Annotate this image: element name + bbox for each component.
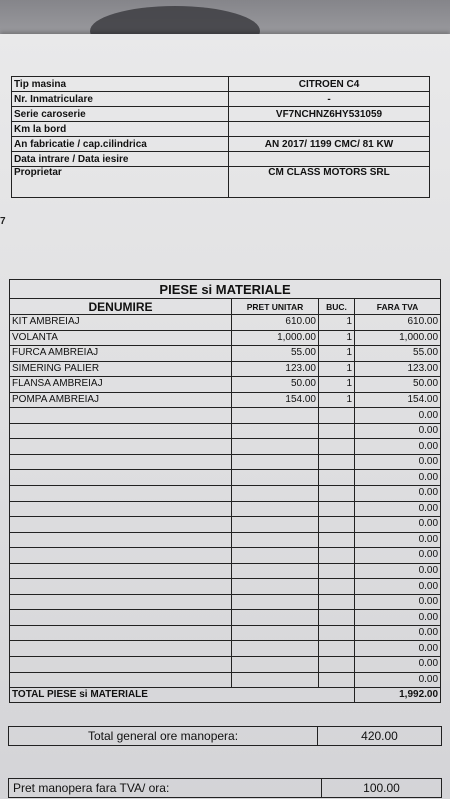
table-row	[10, 501, 441, 517]
info-row	[12, 137, 430, 152]
part-net: 0.00	[355, 610, 441, 626]
part-name	[10, 610, 232, 626]
part-net: 0.00	[355, 532, 441, 548]
header-name: DENUMIRE	[10, 299, 232, 315]
part-unit-price: 123.00	[232, 361, 319, 377]
table-row	[10, 377, 441, 393]
part-net: 0.00	[355, 501, 441, 517]
part-net: 0.00	[355, 548, 441, 564]
table-row	[10, 517, 441, 533]
part-name	[10, 532, 232, 548]
part-qty: 1	[319, 392, 355, 408]
table-row	[10, 470, 441, 486]
margin-mark: 7	[0, 216, 6, 227]
total-row	[10, 688, 441, 703]
table-row	[10, 641, 441, 657]
part-name	[10, 579, 232, 595]
info-row	[12, 167, 430, 198]
labor-hours-value: 420.00	[361, 729, 398, 743]
table-row	[10, 330, 441, 346]
labor-price-box	[8, 778, 442, 798]
part-unit-price	[232, 672, 319, 688]
total-value: 1,992.00	[355, 688, 441, 703]
table-row	[10, 392, 441, 408]
part-qty	[319, 610, 355, 626]
part-qty	[319, 641, 355, 657]
part-unit-price: 55.00	[232, 346, 319, 362]
part-qty	[319, 532, 355, 548]
table-row	[10, 610, 441, 626]
part-qty: 1	[319, 330, 355, 346]
labor-hours-box	[8, 726, 442, 746]
part-name	[10, 548, 232, 564]
info-value	[229, 152, 430, 167]
info-label: Km la bord	[12, 122, 229, 137]
part-qty	[319, 625, 355, 641]
info-row	[12, 77, 430, 92]
part-name	[10, 423, 232, 439]
part-net: 50.00	[355, 377, 441, 393]
part-name	[10, 439, 232, 455]
part-qty	[319, 486, 355, 502]
part-unit-price	[232, 594, 319, 610]
part-qty	[319, 517, 355, 533]
part-name: POMPA AMBREIAJ	[10, 392, 232, 408]
info-value: CM CLASS MOTORS SRL	[229, 167, 430, 198]
part-qty	[319, 563, 355, 579]
info-value: -	[229, 92, 430, 107]
table-row	[10, 408, 441, 424]
part-name	[10, 486, 232, 502]
part-unit-price	[232, 579, 319, 595]
table-row	[10, 454, 441, 470]
part-net: 55.00	[355, 346, 441, 362]
part-qty: 1	[319, 377, 355, 393]
part-net: 610.00	[355, 315, 441, 331]
part-name: KIT AMBREIAJ	[10, 315, 232, 331]
part-unit-price	[232, 532, 319, 548]
part-unit-price	[232, 423, 319, 439]
info-label: Proprietar	[12, 167, 229, 198]
table-row	[10, 486, 441, 502]
part-unit-price	[232, 641, 319, 657]
part-unit-price: 610.00	[232, 315, 319, 331]
part-unit-price	[232, 517, 319, 533]
table-row	[10, 532, 441, 548]
part-qty	[319, 408, 355, 424]
part-name: SIMERING PALIER	[10, 361, 232, 377]
part-net: 0.00	[355, 641, 441, 657]
part-name: FURCA AMBREIAJ	[10, 346, 232, 362]
part-name	[10, 517, 232, 533]
info-label: An fabricatie / cap.cilindrica	[12, 137, 229, 152]
part-qty	[319, 657, 355, 673]
info-row	[12, 152, 430, 167]
part-qty: 1	[319, 315, 355, 331]
table-row	[10, 346, 441, 362]
part-qty	[319, 579, 355, 595]
labor-price-value: 100.00	[363, 781, 400, 795]
table-row	[10, 672, 441, 688]
table-row	[10, 423, 441, 439]
part-qty	[319, 548, 355, 564]
part-unit-price: 50.00	[232, 377, 319, 393]
table-row	[10, 315, 441, 331]
part-net: 0.00	[355, 563, 441, 579]
table-row	[10, 361, 441, 377]
part-net: 0.00	[355, 454, 441, 470]
part-net: 0.00	[355, 657, 441, 673]
part-qty: 1	[319, 361, 355, 377]
parts-table	[9, 279, 441, 703]
header-qty: BUC.	[319, 299, 355, 315]
table-row	[10, 594, 441, 610]
part-net: 0.00	[355, 594, 441, 610]
part-name	[10, 563, 232, 579]
part-name: VOLANTA	[10, 330, 232, 346]
part-qty	[319, 672, 355, 688]
part-unit-price	[232, 439, 319, 455]
part-qty	[319, 501, 355, 517]
part-net: 0.00	[355, 408, 441, 424]
vehicle-info-table	[11, 76, 430, 198]
part-unit-price	[232, 470, 319, 486]
part-qty	[319, 594, 355, 610]
header-unit-price: PRET UNITAR	[232, 299, 319, 315]
part-name	[10, 641, 232, 657]
info-label: Nr. Inmatriculare	[12, 92, 229, 107]
part-name	[10, 594, 232, 610]
info-row	[12, 122, 430, 137]
info-value	[229, 122, 430, 137]
part-unit-price	[232, 625, 319, 641]
part-name	[10, 501, 232, 517]
part-net: 0.00	[355, 423, 441, 439]
part-net: 123.00	[355, 361, 441, 377]
part-net: 0.00	[355, 672, 441, 688]
part-name	[10, 657, 232, 673]
part-qty	[319, 439, 355, 455]
part-qty	[319, 470, 355, 486]
part-unit-price: 1,000.00	[232, 330, 319, 346]
table-row	[10, 563, 441, 579]
part-net: 0.00	[355, 439, 441, 455]
part-unit-price	[232, 610, 319, 626]
part-unit-price	[232, 408, 319, 424]
info-label: Serie caroserie	[12, 107, 229, 122]
part-net: 154.00	[355, 392, 441, 408]
part-qty	[319, 454, 355, 470]
info-label: Data intrare / Data iesire	[12, 152, 229, 167]
part-unit-price	[232, 454, 319, 470]
header-net: FARA TVA	[355, 299, 441, 315]
parts-table-title: PIESE si MATERIALE	[10, 280, 441, 299]
table-row	[10, 625, 441, 641]
table-row	[10, 439, 441, 455]
part-net: 0.00	[355, 470, 441, 486]
part-name	[10, 470, 232, 486]
part-unit-price	[232, 563, 319, 579]
part-qty	[319, 423, 355, 439]
info-value: AN 2017/ 1199 CMC/ 81 KW	[229, 137, 430, 152]
part-net: 1,000.00	[355, 330, 441, 346]
part-unit-price	[232, 501, 319, 517]
part-unit-price: 154.00	[232, 392, 319, 408]
part-net: 0.00	[355, 517, 441, 533]
table-row	[10, 657, 441, 673]
part-net: 0.00	[355, 579, 441, 595]
part-name: FLANSA AMBREIAJ	[10, 377, 232, 393]
info-value: VF7NCHNZ6HY531059	[229, 107, 430, 122]
table-row	[10, 579, 441, 595]
part-unit-price	[232, 657, 319, 673]
labor-hours-label: Total general ore manopera:	[9, 727, 318, 745]
part-name	[10, 408, 232, 424]
part-net: 0.00	[355, 625, 441, 641]
part-qty: 1	[319, 346, 355, 362]
part-unit-price	[232, 486, 319, 502]
total-label: TOTAL PIESE si MATERIALE	[10, 688, 355, 703]
part-name	[10, 454, 232, 470]
table-row	[10, 548, 441, 564]
info-row	[12, 107, 430, 122]
part-name	[10, 625, 232, 641]
info-value: CITROEN C4	[229, 77, 430, 92]
labor-price-label: Pret manopera fara TVA/ ora:	[9, 779, 322, 797]
part-net: 0.00	[355, 486, 441, 502]
part-name	[10, 672, 232, 688]
info-row	[12, 92, 430, 107]
info-label: Tip masina	[12, 77, 229, 92]
part-unit-price	[232, 548, 319, 564]
